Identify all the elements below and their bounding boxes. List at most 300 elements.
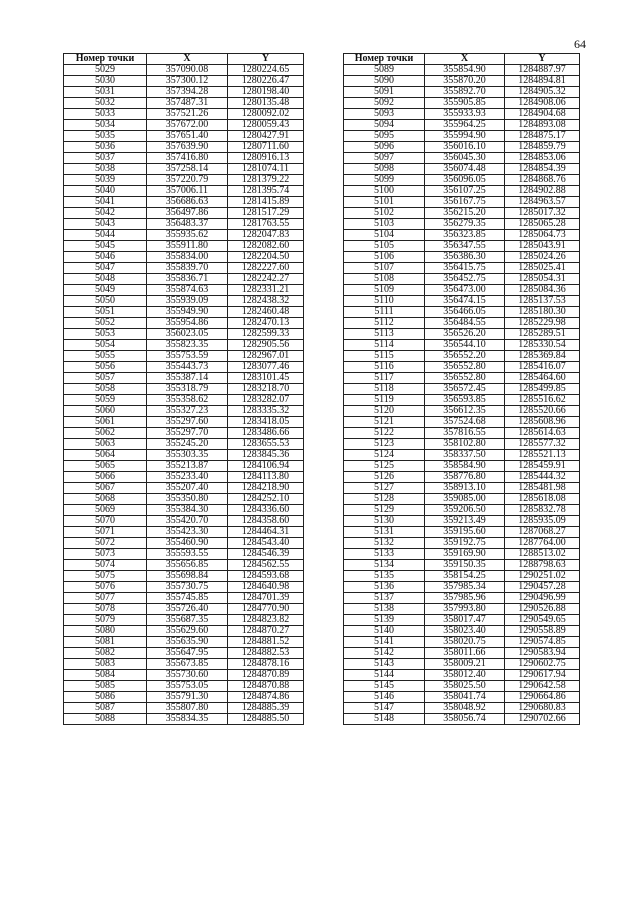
cell-x: 356552.80: [425, 362, 505, 373]
cell-y: 1281074.11: [228, 164, 304, 175]
table-row: [344, 340, 580, 351]
cell-point-number: 5081: [64, 637, 147, 648]
cell-y: 1284870.89: [228, 670, 304, 681]
table-row: [64, 219, 304, 230]
table-row: [344, 87, 580, 98]
cell-point-number: 5090: [344, 76, 425, 87]
table-row: [344, 417, 580, 428]
table-row: [344, 274, 580, 285]
cell-x: 356552.20: [425, 351, 505, 362]
table-row: [344, 626, 580, 637]
cell-point-number: 5032: [64, 98, 147, 109]
table-row: [64, 516, 304, 527]
cell-y: 1285521.13: [505, 450, 580, 461]
table-row: [64, 153, 304, 164]
table-row: [344, 230, 580, 241]
cell-y: 1283486.66: [228, 428, 304, 439]
cell-y: 1284859.79: [505, 142, 580, 153]
table-row: [64, 604, 304, 615]
cell-x: 358056.74: [425, 714, 505, 725]
cell-x: 356473.00: [425, 285, 505, 296]
cell-point-number: 5094: [344, 120, 425, 131]
cell-point-number: 5110: [344, 296, 425, 307]
cell-y: 1285330.54: [505, 340, 580, 351]
cell-y: 1284113.80: [228, 472, 304, 483]
cell-x: 356415.75: [425, 263, 505, 274]
cell-y: 1285516.62: [505, 395, 580, 406]
cell-y: 1285289.51: [505, 329, 580, 340]
cell-y: 1285024.26: [505, 252, 580, 263]
header-x: X: [147, 54, 228, 65]
table-row: [344, 131, 580, 142]
cell-y: 1290702.66: [505, 714, 580, 725]
table-row: [64, 230, 304, 241]
cell-point-number: 5099: [344, 175, 425, 186]
table-row: [344, 450, 580, 461]
cell-y: 1282082.60: [228, 241, 304, 252]
cell-point-number: 5109: [344, 285, 425, 296]
cell-y: 1290680.83: [505, 703, 580, 714]
cell-y: 1284878.16: [228, 659, 304, 670]
cell-y: 1284868.76: [505, 175, 580, 186]
table-row: [64, 659, 304, 670]
cell-x: 356572.45: [425, 384, 505, 395]
table-row: [64, 582, 304, 593]
cell-point-number: 5072: [64, 538, 147, 549]
cell-point-number: 5073: [64, 549, 147, 560]
cell-point-number: 5049: [64, 285, 147, 296]
cell-y: 1285935.09: [505, 516, 580, 527]
cell-point-number: 5142: [344, 648, 425, 659]
table-row: [344, 692, 580, 703]
cell-x: 355753.59: [147, 351, 228, 362]
cell-y: 1285444.32: [505, 472, 580, 483]
table-row: [64, 703, 304, 714]
cell-y: 1282242.27: [228, 274, 304, 285]
table-row: [344, 329, 580, 340]
cell-y: 1285229.98: [505, 318, 580, 329]
cell-y: 1284593.68: [228, 571, 304, 582]
cell-point-number: 5040: [64, 186, 147, 197]
cell-y: 1285017.32: [505, 208, 580, 219]
cell-y: 1285608.96: [505, 417, 580, 428]
cell-y: 1284908.06: [505, 98, 580, 109]
table-row: [344, 65, 580, 76]
cell-x: 358020.75: [425, 637, 505, 648]
cell-x: 357394.28: [147, 87, 228, 98]
cell-x: 355207.40: [147, 483, 228, 494]
cell-y: 1282460.48: [228, 307, 304, 318]
table-row: [64, 538, 304, 549]
table-row: [64, 417, 304, 428]
cell-point-number: 5089: [344, 65, 425, 76]
cell-y: 1283218.70: [228, 384, 304, 395]
cell-y: 1284874.86: [228, 692, 304, 703]
cell-x: 355318.79: [147, 384, 228, 395]
cell-point-number: 5087: [64, 703, 147, 714]
cell-y: 1284963.57: [505, 197, 580, 208]
table-row: [344, 406, 580, 417]
cell-y: 1290602.75: [505, 659, 580, 670]
cell-x: 357090.08: [147, 65, 228, 76]
cell-point-number: 5067: [64, 483, 147, 494]
cell-y: 1285520.66: [505, 406, 580, 417]
cell-y: 1280059.43: [228, 120, 304, 131]
cell-x: 356474.15: [425, 296, 505, 307]
table-row: [344, 318, 580, 329]
cell-point-number: 5114: [344, 340, 425, 351]
cell-point-number: 5141: [344, 637, 425, 648]
cell-point-number: 5120: [344, 406, 425, 417]
table-row: [64, 120, 304, 131]
cell-y: 1284562.55: [228, 560, 304, 571]
cell-y: 1282047.83: [228, 230, 304, 241]
cell-x: 355635.90: [147, 637, 228, 648]
table-row: [344, 252, 580, 263]
cell-point-number: 5103: [344, 219, 425, 230]
cell-y: 1284853.06: [505, 153, 580, 164]
cell-point-number: 5145: [344, 681, 425, 692]
cell-point-number: 5093: [344, 109, 425, 120]
table-row: [64, 483, 304, 494]
table-row: [64, 241, 304, 252]
page-number: 64: [574, 37, 586, 51]
cell-point-number: 5121: [344, 417, 425, 428]
table-row: [344, 153, 580, 164]
cell-x: 355807.80: [147, 703, 228, 714]
cell-point-number: 5083: [64, 659, 147, 670]
cell-point-number: 5132: [344, 538, 425, 549]
cell-x: 355213.87: [147, 461, 228, 472]
cell-x: 359085.00: [425, 494, 505, 505]
cell-point-number: 5045: [64, 241, 147, 252]
cell-x: 355350.80: [147, 494, 228, 505]
cell-y: 1284894.81: [505, 76, 580, 87]
cell-x: 359169.90: [425, 549, 505, 560]
cell-y: 1285832.78: [505, 505, 580, 516]
cell-y: 1287764.00: [505, 538, 580, 549]
cell-point-number: 5078: [64, 604, 147, 615]
table-row: [344, 164, 580, 175]
table-row: [344, 560, 580, 571]
cell-point-number: 5048: [64, 274, 147, 285]
table-row: [64, 670, 304, 681]
cell-point-number: 5043: [64, 219, 147, 230]
table-row: [64, 318, 304, 329]
cell-x: 357006.11: [147, 186, 228, 197]
cell-point-number: 5066: [64, 472, 147, 483]
cell-x: 356096.05: [425, 175, 505, 186]
cell-y: 1282599.33: [228, 329, 304, 340]
table-row: [64, 197, 304, 208]
table-row: [64, 637, 304, 648]
cell-y: 1284770.90: [228, 604, 304, 615]
cell-point-number: 5086: [64, 692, 147, 703]
cell-x: 358048.92: [425, 703, 505, 714]
cell-y: 1284252.10: [228, 494, 304, 505]
cell-x: 358011.66: [425, 648, 505, 659]
cell-x: 358025.50: [425, 681, 505, 692]
cell-y: 1280427.91: [228, 131, 304, 142]
cell-y: 1285137.53: [505, 296, 580, 307]
cell-x: 357524.68: [425, 417, 505, 428]
cell-y: 1284893.08: [505, 120, 580, 131]
cell-y: 1284701.39: [228, 593, 304, 604]
table-row: [64, 395, 304, 406]
cell-y: 1282438.32: [228, 296, 304, 307]
table-row: [64, 626, 304, 637]
cell-point-number: 5070: [64, 516, 147, 527]
cell-point-number: 5134: [344, 560, 425, 571]
cell-y: 1280226.47: [228, 76, 304, 87]
cell-point-number: 5077: [64, 593, 147, 604]
cell-x: 355673.85: [147, 659, 228, 670]
cell-x: 357993.80: [425, 604, 505, 615]
cell-y: 1290642.58: [505, 681, 580, 692]
cell-point-number: 5148: [344, 714, 425, 725]
cell-point-number: 5084: [64, 670, 147, 681]
cell-x: 358776.80: [425, 472, 505, 483]
table-row: [64, 362, 304, 373]
cell-y: 1284870.27: [228, 626, 304, 637]
cell-point-number: 5125: [344, 461, 425, 472]
table-row: [344, 582, 580, 593]
cell-x: 356593.85: [425, 395, 505, 406]
cell-x: 357220.79: [147, 175, 228, 186]
table-row: [64, 472, 304, 483]
cell-point-number: 5079: [64, 615, 147, 626]
cell-point-number: 5050: [64, 296, 147, 307]
table-row: [344, 208, 580, 219]
cell-point-number: 5076: [64, 582, 147, 593]
cell-y: 1283418.05: [228, 417, 304, 428]
cell-point-number: 5085: [64, 681, 147, 692]
cell-point-number: 5092: [344, 98, 425, 109]
cell-point-number: 5146: [344, 692, 425, 703]
cell-x: 356526.20: [425, 329, 505, 340]
cell-point-number: 5044: [64, 230, 147, 241]
table-row: [344, 648, 580, 659]
table-row: [344, 142, 580, 153]
table-row: [344, 98, 580, 109]
table-row: [344, 527, 580, 538]
cell-x: 355949.90: [147, 307, 228, 318]
table-row: [64, 274, 304, 285]
cell-y: 1281415.89: [228, 197, 304, 208]
cell-point-number: 5133: [344, 549, 425, 560]
table-row: [64, 681, 304, 692]
cell-x: 355834.00: [147, 252, 228, 263]
cell-x: 356045.30: [425, 153, 505, 164]
cell-x: 356612.35: [425, 406, 505, 417]
cell-point-number: 5113: [344, 329, 425, 340]
table-row: [64, 450, 304, 461]
cell-y: 1282204.50: [228, 252, 304, 263]
cell-point-number: 5119: [344, 395, 425, 406]
coordinates-table-left: [63, 53, 304, 725]
table-row: [344, 571, 580, 582]
cell-x: 356466.05: [425, 307, 505, 318]
cell-y: 1284106.94: [228, 461, 304, 472]
cell-point-number: 5057: [64, 373, 147, 384]
table-row: [344, 395, 580, 406]
table-row: [344, 439, 580, 450]
cell-x: 355823.35: [147, 340, 228, 351]
table-row: [64, 186, 304, 197]
cell-x: 357416.80: [147, 153, 228, 164]
table-row: [344, 472, 580, 483]
table-row: [64, 87, 304, 98]
cell-y: 1284885.50: [228, 714, 304, 725]
cell-point-number: 5105: [344, 241, 425, 252]
cell-x: 355834.35: [147, 714, 228, 725]
cell-y: 1285577.32: [505, 439, 580, 450]
cell-x: 355964.25: [425, 120, 505, 131]
cell-point-number: 5038: [64, 164, 147, 175]
cell-x: 355791.30: [147, 692, 228, 703]
cell-point-number: 5128: [344, 494, 425, 505]
cell-y: 1290574.85: [505, 637, 580, 648]
cell-y: 1290251.02: [505, 571, 580, 582]
cell-point-number: 5080: [64, 626, 147, 637]
cell-point-number: 5059: [64, 395, 147, 406]
cell-x: 355593.55: [147, 549, 228, 560]
table-row: [64, 252, 304, 263]
cell-y: 1285618.08: [505, 494, 580, 505]
cell-y: 1284464.31: [228, 527, 304, 538]
cell-x: 357258.14: [147, 164, 228, 175]
cell-y: 1280916.13: [228, 153, 304, 164]
table-row: [64, 263, 304, 274]
cell-point-number: 5137: [344, 593, 425, 604]
table-row: [344, 615, 580, 626]
cell-point-number: 5068: [64, 494, 147, 505]
table-row: [344, 109, 580, 120]
cell-point-number: 5031: [64, 87, 147, 98]
cell-y: 1281517.29: [228, 208, 304, 219]
cell-x: 355687.35: [147, 615, 228, 626]
cell-x: 356279.35: [425, 219, 505, 230]
table-row: [344, 197, 580, 208]
cell-y: 1284887.97: [505, 65, 580, 76]
cell-x: 355420.70: [147, 516, 228, 527]
cell-point-number: 5071: [64, 527, 147, 538]
table-row: [344, 76, 580, 87]
cell-x: 359213.49: [425, 516, 505, 527]
cell-y: 1290617.94: [505, 670, 580, 681]
cell-x: 355233.40: [147, 472, 228, 483]
cell-x: 359192.75: [425, 538, 505, 549]
cell-x: 357672.00: [147, 120, 228, 131]
cell-y: 1280224.65: [228, 65, 304, 76]
table-row: [344, 285, 580, 296]
table-row: [64, 329, 304, 340]
cell-x: 356215.20: [425, 208, 505, 219]
cell-y: 1284546.39: [228, 549, 304, 560]
cell-y: 1283282.07: [228, 395, 304, 406]
cell-point-number: 5056: [64, 362, 147, 373]
table-row: [64, 164, 304, 175]
cell-x: 355870.20: [425, 76, 505, 87]
table-row: [64, 648, 304, 659]
cell-x: 355730.75: [147, 582, 228, 593]
cell-point-number: 5033: [64, 109, 147, 120]
cell-y: 1282905.56: [228, 340, 304, 351]
cell-point-number: 5138: [344, 604, 425, 615]
table-row: [344, 659, 580, 670]
cell-y: 1284218.90: [228, 483, 304, 494]
cell-point-number: 5030: [64, 76, 147, 87]
cell-point-number: 5116: [344, 362, 425, 373]
cell-point-number: 5069: [64, 505, 147, 516]
table-row: [344, 461, 580, 472]
cell-y: 1285481.98: [505, 483, 580, 494]
cell-point-number: 5075: [64, 571, 147, 582]
table-row: [64, 406, 304, 417]
cell-y: 1290549.65: [505, 615, 580, 626]
cell-point-number: 5074: [64, 560, 147, 571]
cell-point-number: 5139: [344, 615, 425, 626]
header-point-number: Номер точки: [344, 54, 425, 65]
table-row: [64, 208, 304, 219]
cell-x: 355905.85: [425, 98, 505, 109]
cell-point-number: 5064: [64, 450, 147, 461]
cell-x: 358023.40: [425, 626, 505, 637]
cell-point-number: 5063: [64, 439, 147, 450]
cell-point-number: 5131: [344, 527, 425, 538]
table-row: [344, 703, 580, 714]
header-y: Y: [228, 54, 304, 65]
cell-x: 357521.26: [147, 109, 228, 120]
cell-x: 355423.30: [147, 527, 228, 538]
cell-x: 357639.90: [147, 142, 228, 153]
cell-y: 1282967.01: [228, 351, 304, 362]
table-row: [344, 505, 580, 516]
cell-x: 355327.23: [147, 406, 228, 417]
table-row: [344, 681, 580, 692]
header-y: Y: [505, 54, 580, 65]
cell-x: 357651.40: [147, 131, 228, 142]
cell-x: 355647.95: [147, 648, 228, 659]
table-row: [64, 307, 304, 318]
cell-y: 1284882.53: [228, 648, 304, 659]
cell-x: 357985.34: [425, 582, 505, 593]
cell-point-number: 5124: [344, 450, 425, 461]
table-row: [64, 76, 304, 87]
table-row: [344, 296, 580, 307]
table-row: [64, 461, 304, 472]
cell-y: 1281379.22: [228, 175, 304, 186]
table-row: [64, 351, 304, 362]
cell-x: 355753.05: [147, 681, 228, 692]
table-row: [344, 373, 580, 384]
cell-x: 355629.60: [147, 626, 228, 637]
cell-y: 1283077.46: [228, 362, 304, 373]
cell-y: 1285459.91: [505, 461, 580, 472]
cell-point-number: 5060: [64, 406, 147, 417]
cell-x: 356347.55: [425, 241, 505, 252]
cell-point-number: 5039: [64, 175, 147, 186]
cell-x: 355384.30: [147, 505, 228, 516]
table-row: [64, 505, 304, 516]
cell-point-number: 5111: [344, 307, 425, 318]
cell-point-number: 5098: [344, 164, 425, 175]
cell-x: 355245.20: [147, 439, 228, 450]
cell-y: 1285499.85: [505, 384, 580, 395]
table-row: [344, 670, 580, 681]
cell-y: 1280198.40: [228, 87, 304, 98]
table-row: [344, 637, 580, 648]
